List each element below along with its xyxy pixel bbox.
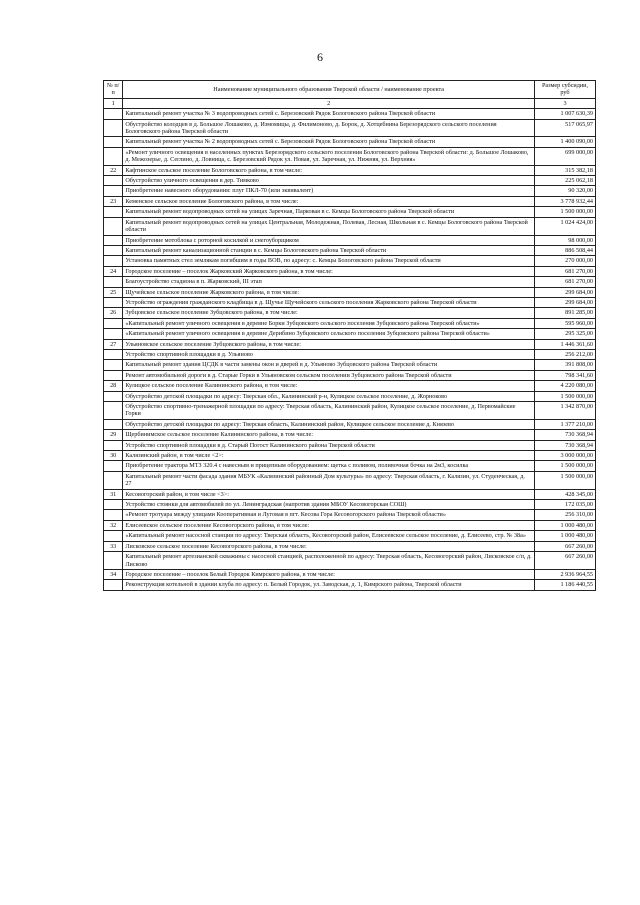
row-name: Приобретение навесного оборудования: плуг ПКЛ-70 (или эквивалент) [123, 186, 535, 196]
header-number: № п/п [104, 81, 123, 99]
row-amount: 667 260,00 [535, 541, 596, 551]
row-number [104, 500, 123, 510]
row-name: Кафтинское сельское поселение Бологовского района, в том числе: [123, 165, 535, 175]
table-row [104, 287, 596, 297]
header-name: Наименование муниципального образования Тверской области / наименование проекта [123, 81, 535, 99]
row-number: 33 [104, 541, 123, 551]
table-row [104, 419, 596, 429]
table-header-row [104, 81, 596, 99]
row-amount: 428 345,00 [535, 489, 596, 499]
row-number [104, 391, 123, 401]
row-number [104, 402, 123, 420]
table-row [104, 165, 596, 175]
row-number: 27 [104, 339, 123, 349]
row-amount: 90 320,00 [535, 186, 596, 196]
row-amount: 295 325,00 [535, 329, 596, 339]
row-amount: 1 500 000,00 [535, 391, 596, 401]
table-row [104, 245, 596, 255]
table-row [104, 308, 596, 318]
row-amount: 1 500 000,00 [535, 471, 596, 489]
row-amount: 1 007 630,39 [535, 109, 596, 119]
row-amount: 667 260,00 [535, 552, 596, 570]
table-row [104, 489, 596, 499]
row-number [104, 329, 123, 339]
row-number [104, 580, 123, 590]
row-name: Кесовогорский район, в том числе <3>: [123, 489, 535, 499]
row-name: Установка памятных стел землякам погибшим в годы ВОВ, по адресу: с. Кемцы Бологовского района Тверской области [123, 256, 535, 266]
row-number [104, 119, 123, 137]
row-number: 26 [104, 308, 123, 318]
row-amount: 891 285,00 [535, 308, 596, 318]
row-name: Городское поселение – поселок Белый Городок Кимрского района, в том числе: [123, 569, 535, 579]
table-row [104, 256, 596, 266]
table-row [104, 329, 596, 339]
table-row [104, 119, 596, 137]
column-number-row [104, 98, 596, 108]
table-row [104, 552, 596, 570]
row-name: Капитальный ремонт участка № 3 водопроводных сетей с. Березовский Рядок Бологовского района Тверской области [123, 109, 535, 119]
row-name: Кеменское сельское поселение Бологовского района, в том числе: [123, 196, 535, 206]
row-amount: 730 368,94 [535, 440, 596, 450]
table-row [104, 235, 596, 245]
table-row [104, 318, 596, 328]
row-name: Ульяновское сельское поселение Зубцовского района, в том числе: [123, 339, 535, 349]
row-number [104, 360, 123, 370]
row-name: Устройство стоянки для автомобилей по ул. Ленинградская (напротив здания МБОУ Кесовогорская СОШ) [123, 500, 535, 510]
row-number [104, 297, 123, 307]
row-amount: 299 684,00 [535, 287, 596, 297]
row-number [104, 461, 123, 471]
row-amount: 1 186 440,55 [535, 580, 596, 590]
row-name: Обустройство детской площадки по адресу: Тверская область, Калининский район, Кулицкое сельское поселение д. Князево [123, 419, 535, 429]
row-amount: 225 062,18 [535, 176, 596, 186]
row-name: Устройство спортивной площадки в д. Старый Погост Калининского района Тверской области [123, 440, 535, 450]
row-name: Капитальный ремонт здания ЦСДК в части замены окон и дверей в д. Ульяново Зубцовского района Тверской области [123, 360, 535, 370]
table-row [104, 451, 596, 461]
row-name: Елисеевское сельское поселение Кесовогорского района, в том числе: [123, 520, 535, 530]
row-number [104, 207, 123, 217]
row-number [104, 176, 123, 186]
row-amount: 1 446 361,60 [535, 339, 596, 349]
row-name: Обустройство уличного освещения в дер. Тимково [123, 176, 535, 186]
row-name: «Капитальный ремонт насосной станции по адресу: Тверская область, Кесовогорский район, Елисеевское сельское поселение, д. Елисеево, стр. № 38а» [123, 531, 535, 541]
table-row [104, 360, 596, 370]
row-amount: 256 310,00 [535, 510, 596, 520]
table-row [104, 277, 596, 287]
table-row [104, 531, 596, 541]
table-row [104, 580, 596, 590]
row-number: 29 [104, 430, 123, 440]
row-amount: 98 000,00 [535, 235, 596, 245]
row-number: 30 [104, 451, 123, 461]
row-name: Устройство ограждения гражданского кладбища в д. Щучье Щучейского сельского поселения Жарковского района Тверской области [123, 297, 535, 307]
row-name: Благоустройство стадиона в п. Жарковский, III этап [123, 277, 535, 287]
row-number [104, 217, 123, 235]
row-name: Капитальный ремонт артезианской скважины с насосной станцией, расположенной по адресу: Тверская область, Кесовогорский район, Лисковское с/п, д. Лисково [123, 552, 535, 570]
row-number [104, 186, 123, 196]
row-amount: 299 684,00 [535, 297, 596, 307]
row-amount: 517 065,97 [535, 119, 596, 137]
table-row [104, 440, 596, 450]
row-amount: 681 270,00 [535, 277, 596, 287]
row-number: 25 [104, 287, 123, 297]
row-number [104, 277, 123, 287]
row-amount: 1 400 090,00 [535, 137, 596, 147]
table-row [104, 147, 596, 165]
table-row [104, 520, 596, 530]
row-amount: 2 936 964,55 [535, 569, 596, 579]
row-number [104, 318, 123, 328]
table-row [104, 297, 596, 307]
row-amount: 1 024 424,00 [535, 217, 596, 235]
row-name: Капитальный ремонт части фасада здания МБУК «Калязинский районный Дом культуры» по адресу: Тверская область, г. Калязин, ул. Студенческая, д. 27 [123, 471, 535, 489]
table-row [104, 391, 596, 401]
row-number: 34 [104, 569, 123, 579]
table-row [104, 430, 596, 440]
row-name: Зубцовское сельское поселение Зубцовского района, в том числе: [123, 308, 535, 318]
row-name: Лисковское сельское поселение Кесовогорского района, в том числе: [123, 541, 535, 551]
row-amount: 798 341,60 [535, 370, 596, 380]
row-number: 23 [104, 196, 123, 206]
row-number: 24 [104, 266, 123, 276]
row-amount: 4 220 080,00 [535, 381, 596, 391]
row-name: Калязинский район, в том числе <2>: [123, 451, 535, 461]
row-name: Приобретение трактора МТЗ 320.4 с навесным и прицепным оборудованием: щетка с поливом, поливочная бочка на 2м3, косилка [123, 461, 535, 471]
table-row [104, 370, 596, 380]
table-row [104, 461, 596, 471]
row-amount: 3 000 000,00 [535, 451, 596, 461]
row-amount: 1 342 870,00 [535, 402, 596, 420]
row-name: Обустройство колодцев в д. Большое Лошаково, д. Измомицы, д. Филимоново, д. Борок, д. Хотцебнина Березорядского сельского поселения Бологовского района Тверской области [123, 119, 535, 137]
table-row [104, 381, 596, 391]
row-number [104, 531, 123, 541]
table-row [104, 109, 596, 119]
row-number: 28 [104, 381, 123, 391]
row-number: 22 [104, 165, 123, 175]
row-number [104, 137, 123, 147]
table-row [104, 207, 596, 217]
row-name: Щучейское сельское поселение Жарковского района, в том числе: [123, 287, 535, 297]
row-number: 31 [104, 489, 123, 499]
row-number [104, 235, 123, 245]
row-number [104, 256, 123, 266]
row-amount: 699 000,00 [535, 147, 596, 165]
row-name: Обустройство детской площадки по адресу: Тверская обл., Калининский р-н, Кулицкое сельское поселение, д. Жорноково [123, 391, 535, 401]
row-name: Реконструкция котельной в здании клуба по адресу: п. Белый Городок, ул. Заводская, д. 1, Кимрского района, Тверской области [123, 580, 535, 590]
row-amount: 1 000 480,00 [535, 520, 596, 530]
row-name: Устройство спортивной площадки в д. Ульяново [123, 349, 535, 359]
row-number [104, 245, 123, 255]
row-name: Капитальный ремонт водопроводных сетей на улицах Центральная, Молодежная, Полевая, Лесная, Школьная в с. Кемцы Бологовского района Тверской области [123, 217, 535, 235]
page-number: 6 [317, 50, 323, 64]
table-row [104, 176, 596, 186]
row-number [104, 510, 123, 520]
row-number [104, 147, 123, 165]
table-row [104, 541, 596, 551]
table-row [104, 510, 596, 520]
table-row [104, 196, 596, 206]
row-amount: 391 808,00 [535, 360, 596, 370]
row-name: Городское поселение – поселок Жарковский Жарковского района, в том числе: [123, 266, 535, 276]
table-row [104, 339, 596, 349]
row-amount: 270 000,00 [535, 256, 596, 266]
row-name: Обустройство спортивно-тренажерной площадки по адресу: Тверская область, Калининский район, Кулицкое сельское поселение, д. Первомайские Горки [123, 402, 535, 420]
table-row [104, 217, 596, 235]
row-amount: 1 000 480,00 [535, 531, 596, 541]
row-amount: 886 508,44 [535, 245, 596, 255]
row-amount: 172 035,00 [535, 500, 596, 510]
row-amount: 3 778 932,44 [535, 196, 596, 206]
table-row [104, 349, 596, 359]
table-row [104, 569, 596, 579]
row-amount: 1 500 000,00 [535, 207, 596, 217]
row-amount: 730 368,94 [535, 430, 596, 440]
row-number [104, 440, 123, 450]
column-number-3: 3 [535, 98, 596, 108]
table-row [104, 500, 596, 510]
row-amount: 595 960,00 [535, 318, 596, 328]
row-name: Щербинимское сельское поселение Калининского района, в том числе: [123, 430, 535, 440]
row-name: Капитальный ремонт водопроводных сетей на улицах Заречная, Парковая в с. Кемцы Бологовского района Тверской области [123, 207, 535, 217]
row-number [104, 552, 123, 570]
row-amount: 681 270,00 [535, 266, 596, 276]
row-name: Капитальный ремонт участка № 2 водопроводных сетей с. Березовский Рядок Бологовского района Тверской области [123, 137, 535, 147]
row-name: «Капитальный ремонт уличного освещения в деревне Борки Зубцовского сельского поселения Зубцовского района Тверской области» [123, 318, 535, 328]
row-amount: 1 500 000,00 [535, 461, 596, 471]
table-row [104, 402, 596, 420]
row-amount: 315 382,18 [535, 165, 596, 175]
table-row [104, 266, 596, 276]
row-name: «Ремонт уличного освещения в населенных пунктах Березорядского сельского поселения Бологовского района Тверской области: д. Большое Лошаково, д. Межозерье, д. Сеглино, д. Ловница, с. Березовский Рядок ул. Новая, ул. Заречная, ул. Нижняя, ул. Верхняя» [123, 147, 535, 165]
row-name: «Ремонт тротуара между улицами Кооперативная и Луговая в пгт. Кесова Гора Кесовогорского района Тверской области» [123, 510, 535, 520]
row-number [104, 471, 123, 489]
row-name: Приобретение мотоблока с роторной косилкой и снегоуборщиком [123, 235, 535, 245]
row-amount: 1 377 210,00 [535, 419, 596, 429]
row-name: Кулицкое сельское поселение Калининского района, в том числе: [123, 381, 535, 391]
row-number [104, 419, 123, 429]
subsidy-table [103, 80, 596, 591]
header-amount: Размер субсидии, руб [535, 81, 596, 99]
row-amount: 256 212,00 [535, 349, 596, 359]
column-number-2: 2 [123, 98, 535, 108]
row-name: «Капитальный ремонт уличного освещения в деревне Дерибино Зубцовского сельского поселения Зубцовского района Тверской области» [123, 329, 535, 339]
table-row [104, 137, 596, 147]
table-row [104, 186, 596, 196]
column-number-1: 1 [104, 98, 123, 108]
row-number [104, 349, 123, 359]
row-name: Капитальный ремонт канализационной станции в с. Кемцы Бологовского района Тверской области [123, 245, 535, 255]
row-number: 32 [104, 520, 123, 530]
row-number [104, 109, 123, 119]
row-name: Ремонт автомобильной дороги в д. Старые Горки в Ульяновском сельском поселении Зубцовского района Тверской области [123, 370, 535, 380]
table-row [104, 471, 596, 489]
row-number [104, 370, 123, 380]
